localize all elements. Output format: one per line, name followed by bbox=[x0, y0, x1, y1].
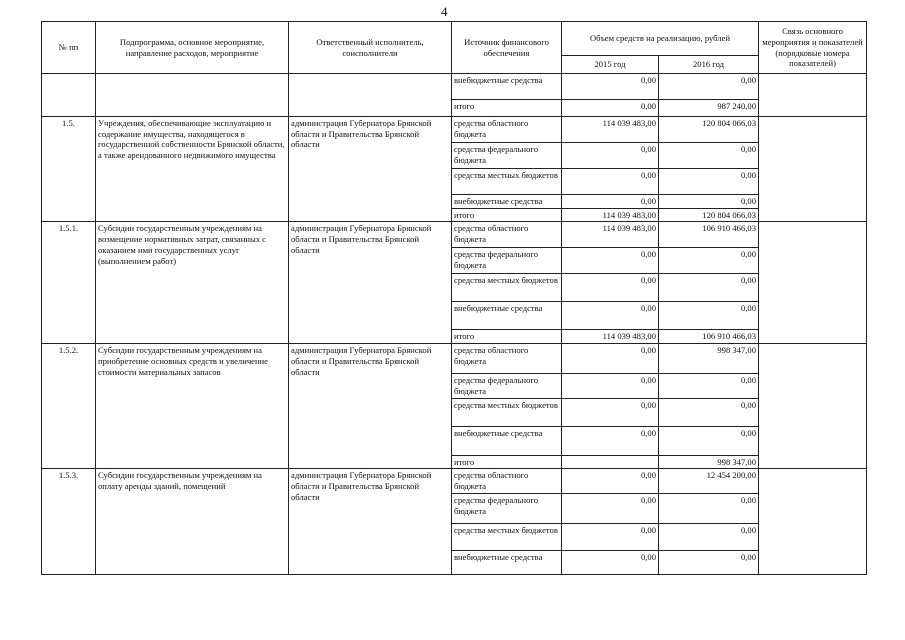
table-header bbox=[42, 22, 867, 74]
header-executor: Ответственный исполнитель, соисполнители bbox=[289, 22, 452, 74]
row-value-2015: 0,00 bbox=[562, 374, 659, 398]
row-source: средства федерального бюджета bbox=[452, 143, 562, 169]
row-value-2016: 0,00 bbox=[659, 302, 759, 330]
header-program: Подпрограмма, основное мероприятие, направление расходов, мероприятие bbox=[96, 22, 289, 74]
row-value-2016: 106 910 466,03 bbox=[659, 222, 759, 248]
row-executor: администрация Губернатора Брянской области и Правительства Брянской области bbox=[289, 344, 452, 469]
row-program: Субсидии государственным учреждениям на возмещение нормативных затрат, связанных с оказанием ими государственных услуг (выполнением работ) bbox=[96, 222, 289, 344]
row-indicator-link bbox=[759, 344, 867, 469]
row-value-2015: 0,00 bbox=[562, 493, 659, 523]
row-value-2016: 0,00 bbox=[659, 493, 759, 523]
row-source: внебюджетные средства bbox=[452, 74, 562, 100]
row-value-2015: 114 039 483,00 bbox=[562, 222, 659, 248]
row-value-2015: 0,00 bbox=[562, 469, 659, 493]
row-value-2016: 106 910 466,03 bbox=[659, 330, 759, 344]
row-value-2015: 0,00 bbox=[562, 74, 659, 100]
header-source: Источник финансового обеспечения bbox=[452, 22, 562, 74]
header-num: № пп bbox=[42, 22, 96, 74]
row-value-2016: 0,00 bbox=[659, 169, 759, 195]
row-program bbox=[96, 74, 289, 117]
row-value-2016: 0,00 bbox=[659, 248, 759, 274]
row-value-2016: 998 347,00 bbox=[659, 455, 759, 469]
header-year-2016: 2016 год bbox=[659, 56, 759, 74]
table-row bbox=[42, 344, 867, 374]
table-row bbox=[42, 469, 867, 493]
row-value-2015: 0,00 bbox=[562, 302, 659, 330]
row-value-2016: 0,00 bbox=[659, 274, 759, 302]
row-value-2015: 0,00 bbox=[562, 274, 659, 302]
row-source: итого bbox=[452, 455, 562, 469]
row-source: средства федерального бюджета bbox=[452, 248, 562, 274]
row-value-2015: 114 039 483,00 bbox=[562, 117, 659, 143]
row-indicator-link bbox=[759, 222, 867, 344]
financing-table bbox=[41, 21, 867, 575]
row-source: внебюджетные средства bbox=[452, 426, 562, 455]
row-value-2016: 120 804 066,03 bbox=[659, 117, 759, 143]
row-number: 1.5. bbox=[42, 117, 96, 222]
row-source: средства областного бюджета bbox=[452, 344, 562, 374]
row-value-2016: 0,00 bbox=[659, 74, 759, 100]
row-executor: администрация Губернатора Брянской области и Правительства Брянской области bbox=[289, 469, 452, 574]
row-value-2016: 0,00 bbox=[659, 398, 759, 426]
row-program: Субсидии государственным учреждениям на приобретение основных средств и увеличение стоимости материальных запасов bbox=[96, 344, 289, 469]
row-executor: администрация Губернатора Брянской области и Правительства Брянской области bbox=[289, 222, 452, 344]
row-source: средства областного бюджета bbox=[452, 222, 562, 248]
row-source: внебюджетные средства bbox=[452, 195, 562, 209]
row-value-2016: 0,00 bbox=[659, 374, 759, 398]
row-source: внебюджетные средства bbox=[452, 550, 562, 574]
row-indicator-link bbox=[759, 74, 867, 117]
row-indicator-link bbox=[759, 469, 867, 574]
row-source: средства федерального бюджета bbox=[452, 374, 562, 398]
row-value-2015: 0,00 bbox=[562, 426, 659, 455]
table-row bbox=[42, 222, 867, 248]
row-executor bbox=[289, 74, 452, 117]
row-source: итого bbox=[452, 100, 562, 117]
row-value-2015: 114 039 483,00 bbox=[562, 330, 659, 344]
row-number: 1.5.1. bbox=[42, 222, 96, 344]
row-source: средства местных бюджетов bbox=[452, 169, 562, 195]
row-value-2015: 114 039 483,00 bbox=[562, 208, 659, 222]
row-program: Учреждения, обеспечивающие эксплуатацию и содержание имущества, находящегося в государственной собственности Брянской области, а также арендованного недвижимого имущества bbox=[96, 117, 289, 222]
row-source: внебюджетные средства bbox=[452, 302, 562, 330]
row-value-2016: 987 240,00 bbox=[659, 100, 759, 117]
row-number: 1.5.2. bbox=[42, 344, 96, 469]
row-value-2015: 0,00 bbox=[562, 523, 659, 550]
row-number bbox=[42, 74, 96, 117]
row-value-2015: 0,00 bbox=[562, 398, 659, 426]
row-value-2016: 0,00 bbox=[659, 143, 759, 169]
header-year-2015: 2015 год bbox=[562, 56, 659, 74]
row-program: Субсидии государственным учреждениям на оплату аренды зданий, помещений bbox=[96, 469, 289, 574]
header-link: Связь основного мероприятия и показателей (порядковые номера показателей) bbox=[759, 22, 867, 74]
row-value-2016: 0,00 bbox=[659, 550, 759, 574]
row-value-2016: 12 454 200,00 bbox=[659, 469, 759, 493]
row-value-2016: 0,00 bbox=[659, 426, 759, 455]
row-source: итого bbox=[452, 330, 562, 344]
row-source: средства областного бюджета bbox=[452, 469, 562, 493]
row-value-2015: 0,00 bbox=[562, 344, 659, 374]
row-value-2016: 998 347,00 bbox=[659, 344, 759, 374]
row-value-2016: 0,00 bbox=[659, 523, 759, 550]
row-value-2015: 0,00 bbox=[562, 100, 659, 117]
table-row bbox=[42, 74, 867, 100]
row-value-2015: 0,00 bbox=[562, 143, 659, 169]
row-indicator-link bbox=[759, 117, 867, 222]
row-value-2016: 0,00 bbox=[659, 195, 759, 209]
row-source: средства местных бюджетов bbox=[452, 274, 562, 302]
row-source: средства местных бюджетов bbox=[452, 398, 562, 426]
row-source: итого bbox=[452, 208, 562, 222]
row-value-2015: 0,00 bbox=[562, 169, 659, 195]
table-row bbox=[42, 117, 867, 143]
row-source: средства областного бюджета bbox=[452, 117, 562, 143]
page-number: 4 bbox=[441, 4, 448, 19]
row-number: 1.5.3. bbox=[42, 469, 96, 574]
row-executor: администрация Губернатора Брянской области и Правительства Брянской области bbox=[289, 117, 452, 222]
row-value-2016: 120 804 066,03 bbox=[659, 208, 759, 222]
row-value-2015: 0,00 bbox=[562, 195, 659, 209]
row-source: средства федерального бюджета bbox=[452, 493, 562, 523]
row-value-2015 bbox=[562, 455, 659, 469]
header-amount: Объем средств на реализацию, рублей bbox=[562, 22, 759, 56]
row-value-2015: 0,00 bbox=[562, 550, 659, 574]
row-source: средства местных бюджетов bbox=[452, 523, 562, 550]
row-value-2015: 0,00 bbox=[562, 248, 659, 274]
table-body bbox=[42, 74, 867, 575]
